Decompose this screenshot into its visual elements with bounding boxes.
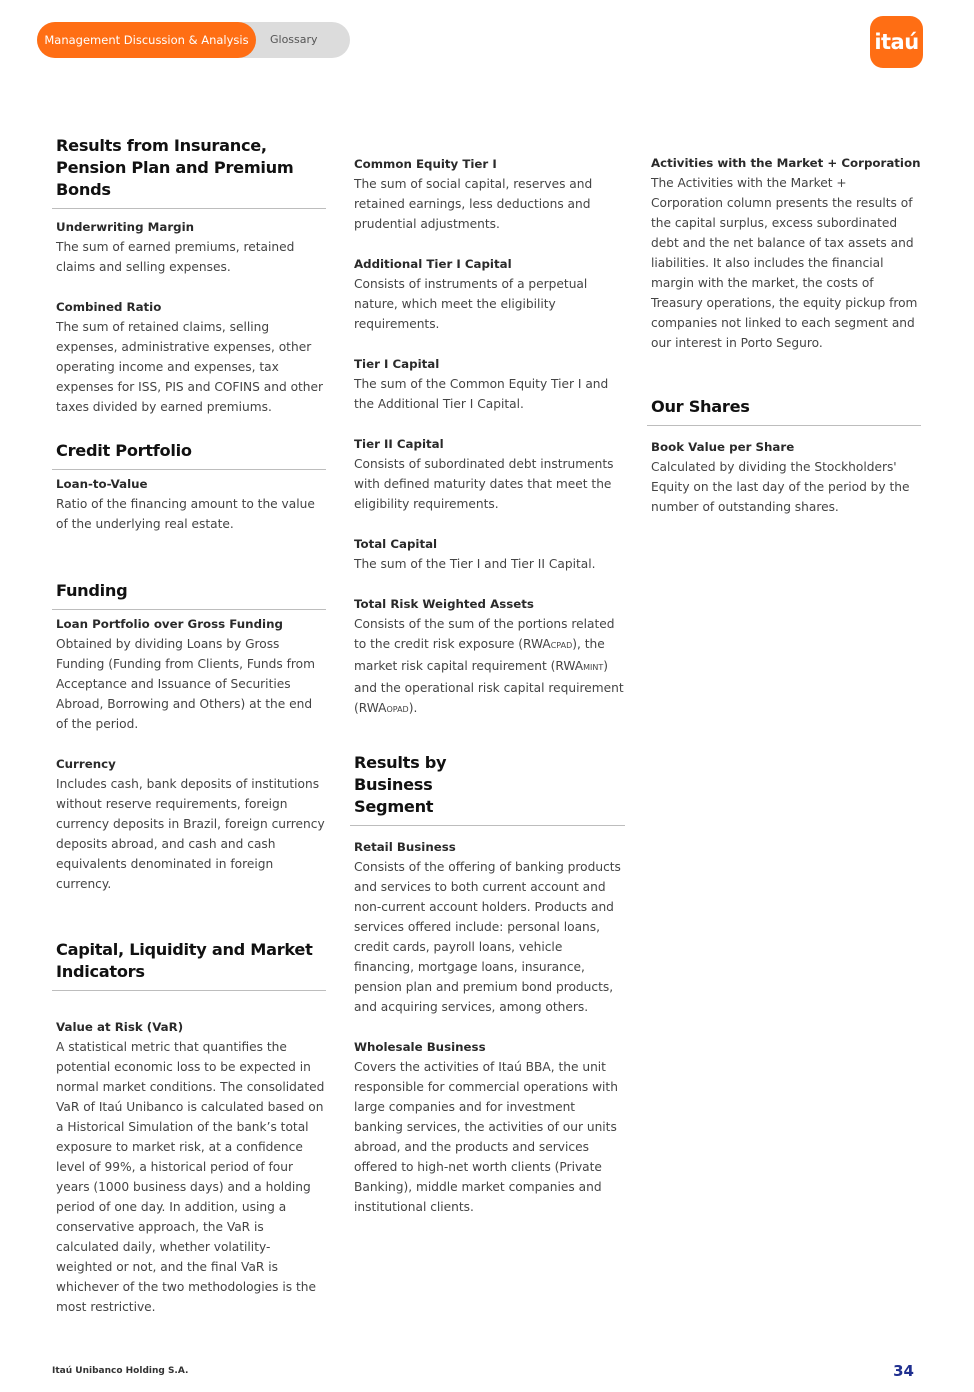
glossary-definition: The sum of the Tier I and Tier II Capital. bbox=[354, 557, 596, 571]
glossary-term: Value at Risk (VaR) bbox=[56, 1020, 184, 1034]
glossary-term: Activities with the Market + Corporation bbox=[651, 156, 921, 170]
tab-glossary[interactable]: Glossary bbox=[270, 33, 318, 46]
glossary-entry bbox=[56, 1017, 326, 1317]
section-title: Results by Business Segment bbox=[350, 752, 625, 826]
glossary-definition: Calculated by dividing the Stockholders' Equity on the last day of the period by the number of outstanding shares. bbox=[651, 460, 910, 514]
glossary-term: Currency bbox=[56, 757, 116, 771]
section-capital-entries bbox=[350, 154, 624, 720]
glossary-term: Tier II Capital bbox=[354, 437, 444, 451]
glossary-definition: The sum of the Common Equity Tier I and the Additional Tier I Capital. bbox=[354, 377, 609, 411]
glossary-definition: A statistical metric that quantifies the potential economic loss to be expected in normal market conditions. The consolidated VaR of Itaú Unibanco is calculated based on a Historical Simulation of the bank’s total exposure to market risk, at a confidence level of 99%, a historical period of four years (1000 business days) and a holding period of one day. In addition, using a conservative approach, the VaR is calculated daily, whether volatility-weighted or not, and the final VaR is whichever of the two methodologies is the most restrictive. bbox=[56, 1040, 325, 1314]
glossary-entry bbox=[354, 254, 624, 334]
glossary-definition: Consists of the sum of the portions related to the credit risk exposure (RWACPAD), the market risk capital requirement (RWAMINT) and the operational risk capital requirement (RWAOPAD). bbox=[354, 617, 624, 715]
glossary-term: Book Value per Share bbox=[651, 440, 795, 454]
glossary-definition: Ratio of the financing amount to the value of the underlying real estate. bbox=[56, 497, 315, 531]
itau-logo: itaú bbox=[870, 16, 923, 68]
glossary-entry bbox=[354, 1037, 625, 1217]
glossary-term: Total Capital bbox=[354, 537, 438, 551]
glossary-entry bbox=[651, 437, 921, 517]
section-title: Results from Insurance, Pension Plan and Premium Bonds bbox=[52, 135, 326, 209]
glossary-entry bbox=[354, 354, 624, 414]
glossary-definition: The Activities with the Market + Corporation column presents the results of the capital surplus, excess subordinated debt and the net balance of tax assets and liabilities. It also includes the financial margin with the market, the costs of Treasury operations, the equity pickup from companies not linked to each segment and our interest in Porto Seguro. bbox=[651, 176, 918, 350]
footer-company-name: Itaú Unibanco Holding S.A. bbox=[52, 1366, 189, 1376]
glossary-definition: The sum of earned premiums, retained claims and selling expenses. bbox=[56, 240, 295, 274]
glossary-entry bbox=[56, 297, 326, 417]
glossary-definition: Covers the activities of Itaú BBA, the unit responsible for commercial operations with large companies and for investment banking services, the activities of our units abroad, and the products and services offered to high-net worth clients (Private Banking), middle market companies and institutional clients. bbox=[354, 1060, 618, 1214]
glossary-definition: The sum of social capital, reserves and retained earnings, less deductions and prudential adjustments. bbox=[354, 177, 593, 231]
glossary-definition: Consists of the offering of banking products and services to both current account and non-current account holders. Products and services offered include: personal loans, credit cards, payroll loans, vehicle financing, mortgage loans, insurance, pension plan and premium bond products, and acquiring services, among others. bbox=[354, 860, 621, 1014]
section-capital-liquidity bbox=[52, 939, 326, 1317]
section-funding bbox=[52, 580, 326, 894]
glossary-entry bbox=[354, 837, 625, 1017]
glossary-term: Underwriting Margin bbox=[56, 220, 195, 234]
glossary-entry bbox=[651, 153, 921, 353]
glossary-term: Wholesale Business bbox=[354, 1040, 486, 1054]
glossary-entry bbox=[56, 217, 326, 277]
section-activities-market bbox=[647, 153, 921, 353]
glossary-definition: Obtained by dividing Loans by Gross Funding (Funding from Clients, Funds from Acceptance and Issuance of Securities Abroad, Borrowing and Others) at the end of the period. bbox=[56, 637, 315, 731]
glossary-term: Loan-to-Value bbox=[56, 477, 148, 491]
section-our-shares bbox=[647, 396, 921, 517]
glossary-entry bbox=[354, 534, 624, 574]
section-business-segment bbox=[350, 752, 625, 1217]
glossary-term: Common Equity Tier I bbox=[354, 157, 497, 171]
section-insurance bbox=[52, 135, 326, 417]
glossary-term: Loan Portfolio over Gross Funding bbox=[56, 617, 283, 631]
page-number: 34 bbox=[893, 1362, 914, 1380]
glossary-term: Tier I Capital bbox=[354, 357, 440, 371]
glossary-entry bbox=[354, 154, 624, 234]
glossary-term: Combined Ratio bbox=[56, 300, 162, 314]
glossary-entry bbox=[56, 754, 326, 894]
glossary-entry bbox=[354, 434, 624, 514]
section-title: Capital, Liquidity and Market Indicators bbox=[52, 939, 326, 991]
section-credit-portfolio bbox=[52, 440, 326, 534]
top-navigation bbox=[37, 22, 350, 58]
glossary-definition: The sum of retained claims, selling expenses, administrative expenses, other operating income and expenses, tax expenses for ISS, PIS and COFINS and other taxes divided by earned premiums. bbox=[56, 320, 324, 414]
tab-management-discussion[interactable]: Management Discussion & Analysis bbox=[37, 22, 256, 58]
section-title: Funding bbox=[52, 580, 326, 610]
glossary-term: Total Risk Weighted Assets bbox=[354, 597, 534, 611]
glossary-entry bbox=[354, 594, 624, 720]
section-title: Our Shares bbox=[647, 396, 921, 426]
glossary-entry bbox=[56, 474, 326, 534]
glossary-entry bbox=[56, 614, 326, 734]
glossary-definition: Consists of subordinated debt instruments with defined maturity dates that meet the eligibility requirements. bbox=[354, 457, 614, 511]
glossary-definition: Consists of instruments of a perpetual nature, which meet the eligibility requirements. bbox=[354, 277, 588, 331]
glossary-term: Retail Business bbox=[354, 840, 456, 854]
section-title: Credit Portfolio bbox=[52, 440, 326, 470]
glossary-definition: Includes cash, bank deposits of institutions without reserve requirements, foreign currency deposits in Brazil, foreign currency deposits abroad, and cash and cash equivalents denominated in foreign currency. bbox=[56, 777, 325, 891]
glossary-term: Additional Tier I Capital bbox=[354, 257, 512, 271]
